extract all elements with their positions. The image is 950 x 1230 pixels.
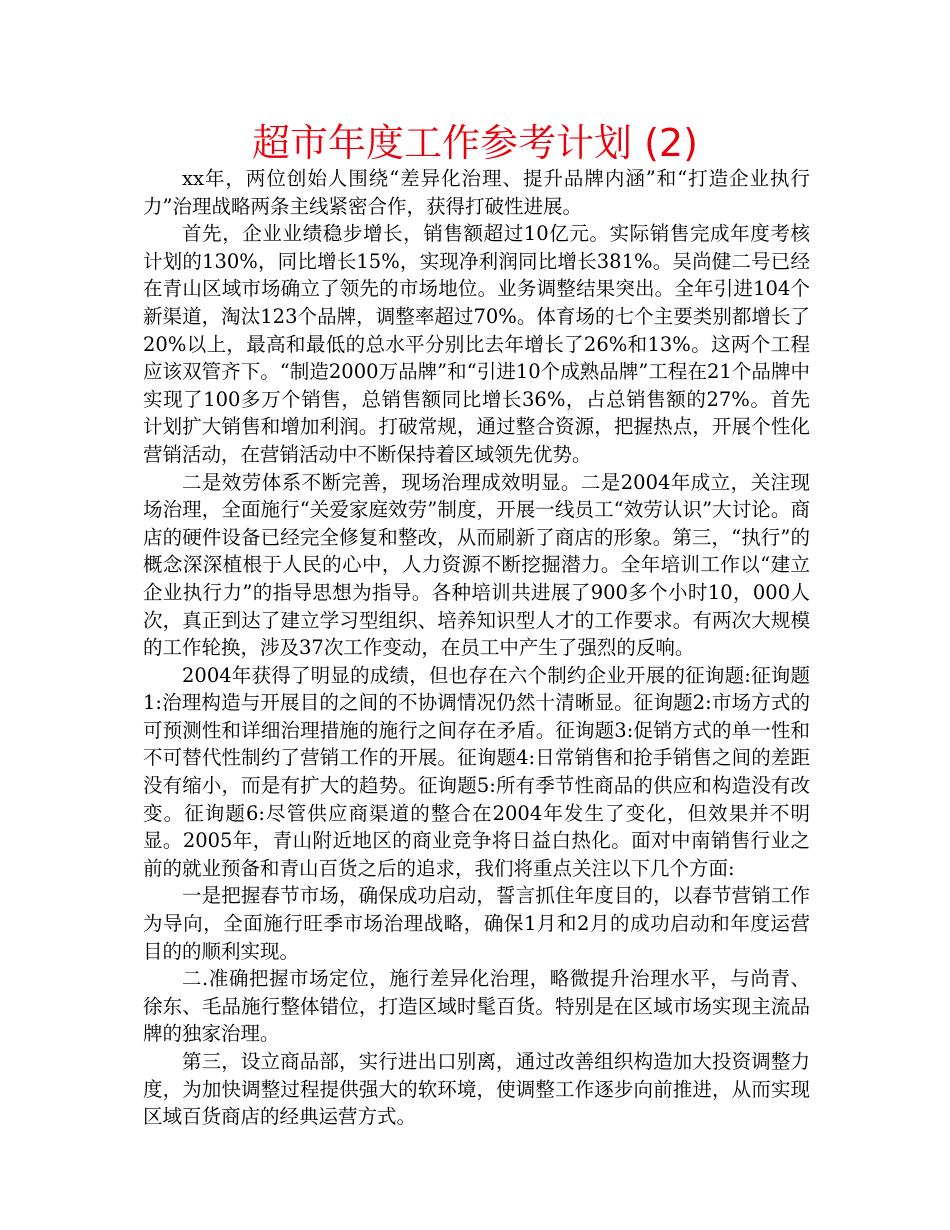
paragraph: 一是把握春节市场，确保成功启动，誓言抓住年度目的，以春节营销工作为导向，全面施行旺季市场治理战略，确保1月和2月的成功启动和年度运营目的的顺利实现。: [143, 884, 810, 963]
document-title: 超市年度工作参考计划 (2): [252, 121, 698, 165]
paragraph: xx年，两位创始人围绕“差异化治理、提升品牌内涵”和“打造企业执行力”治理战略两条主线紧密合作，获得打破性进展。: [143, 167, 810, 218]
paragraph: 二.准确把握市场定位，施行差异化治理，略微提升治理水平，与尚青、徐东、毛品施行整体错位，打造区域时髦百货。特别是在区域市场实现主流品牌的独家治理。: [143, 967, 810, 1046]
paragraph: 2004年获得了明显的成绩，但也存在六个制约企业开展的征询题:征询题1:治理构造与开展目的之间的不协调情况仍然十清晰显。征询题2:市场方式的可预测性和详细治理措施的施行之间存在矛盾。征询题3:促销方式的单一性和不可替代性制约了营销工作的开展。征询题4:日常销售和抢手销售之间的差距没有缩小，而是有扩大的趋势。征询题5:所有季节性商品的供应和构造没有改变。征询题6:尽管供应商渠道的整合在2004年发生了变化，但效果并不明显。2005年，青山附近地区的商业竞争将日益白热化。面对中南销售行业之前的就业预备和青山百货之后的追求，我们将重点关注以下几个方面:: [143, 663, 810, 880]
paragraph: 首先，企业业绩稳步增长，销售额超过10亿元。实际销售完成年度考核计划的130%，同比增长15%，实现净利润同比增长381%。吴尚健二号已经在青山区域市场确立了领先的市场地位。业务调整结果突出。全年引进104个新渠道，淘汰123个品牌，调整率超过70%。体育场的七个主要类别都增长了20%以上，最高和最低的总水平分别比去年增长了26%和13%。这两个工程应该双管齐下。“制造2000万品牌”和“引进10个成熟品牌”工程在21个品牌中实现了100多万个销售，总销售额同比增长36%，占总销售额的27%。首先计划扩大销售和增加利润。打破常规，通过整合资源，把握热点，开展个性化营销活动，在营销活动中不断保持着区域领先优势。: [143, 222, 810, 466]
paragraph: 第三，设立商品部，实行进出口别离，通过改善组织构造加大投资调整力度，为加快调整过程提供强大的软环境，使调整工作逐步向前推进，从而实现区域百货商店的经典运营方式。: [143, 1050, 810, 1129]
paragraph: 二是效劳体系不断完善，现场治理成效明显。二是2004年成立，关注现场治理，全面施行“关爱家庭效劳”制度，开展一线员工“效劳认识”大讨论。商店的硬件设备已经完全修复和整改，从而刷新了商店的形象。第三，“执行”的概念深深植根于人民的心中，人力资源不断挖掘潜力。全年培训工作以“建立企业执行力”的指导思想为指导。各种培训共进展了900多个小时10，000人次，真正到达了建立学习型组织、培养知识型人才的工作要求。有两次大规模的工作轮换，涉及37次工作变动，在员工中产生了强烈的反响。: [143, 470, 810, 660]
document-body: [143, 165, 810, 1131]
